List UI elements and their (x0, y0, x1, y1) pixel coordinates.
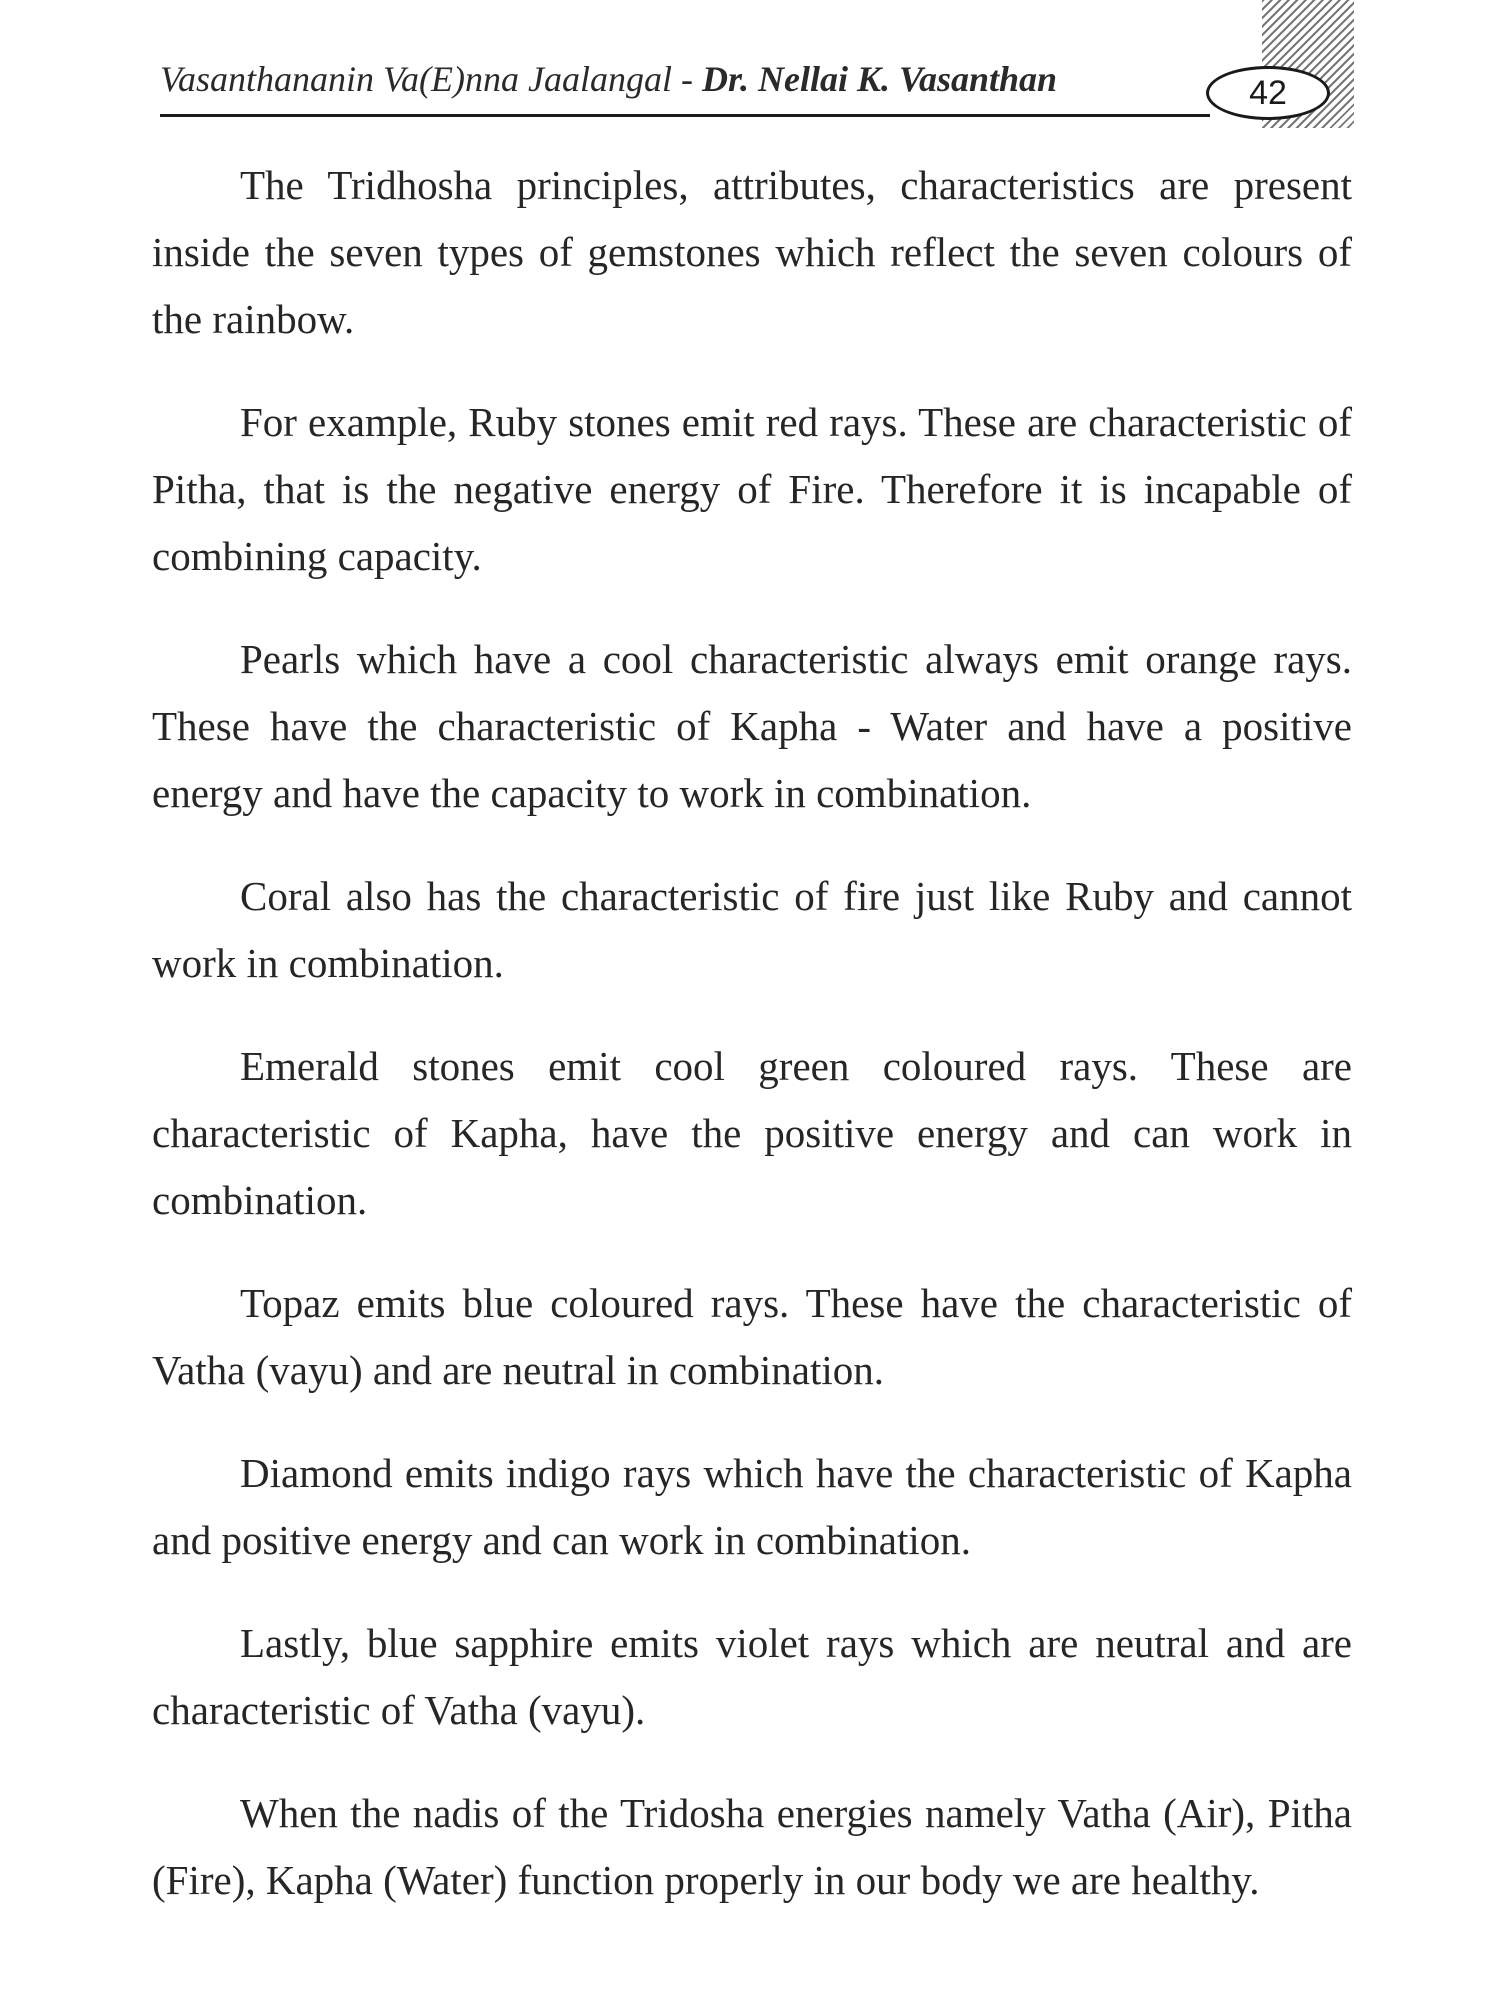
page-number-badge (1206, 66, 1330, 120)
paragraph-topaz: Topaz emits blue coloured rays. These have the characteristic of Vatha (vayu) and are neutral in combination. (152, 1280, 1352, 1393)
paragraph-diamond: Diamond emits indigo rays which have the characteristic of Kapha and positive energy and can work in combination. (152, 1450, 1352, 1563)
author-name: Dr. Nellai K. Vasanthan (701, 59, 1058, 99)
header-title (160, 58, 1057, 100)
paragraph-emerald: Emerald stones emit cool green coloured rays. These are characteristic of Kapha, have the positive energy and can work in combination. (152, 1043, 1352, 1223)
title-separator: - (671, 59, 702, 99)
paragraph-coral: Coral also has the characteristic of fire just like Ruby and cannot work in combination. (152, 873, 1352, 986)
paragraph-blue-sapphire: Lastly, blue sapphire emits violet rays which are neutral and are characteristic of Vatha (vayu). (152, 1620, 1352, 1733)
running-header (160, 52, 1330, 122)
paragraph-tridhosha-gemstones: The Tridhosha principles, attributes, characteristics are present inside the seven types of gemstones which reflect the seven colours of the rainbow. (152, 162, 1352, 342)
paragraph-ruby: For example, Ruby stones emit red rays. These are characteristic of Pitha, that is the negative energy of Fire. Therefore it is incapable of combining capacity. (152, 399, 1352, 579)
header-rule (160, 114, 1210, 117)
paragraph-pearls: Pearls which have a cool characteristic always emit orange rays. These have the characteristic of Kapha - Water and have a positive energy and have the capacity to work in combination. (152, 636, 1352, 816)
book-title: Vasanthananin Va(E)nna Jaalangal (160, 59, 672, 99)
paragraph-nadis-tridosha: When the nadis of the Tridosha energies namely Vatha (Air), Pitha (Fire), Kapha (Water) function properly in our body we are healthy. (152, 1790, 1352, 1903)
body-text (152, 152, 1352, 1950)
page-number: 42 (1249, 73, 1287, 112)
